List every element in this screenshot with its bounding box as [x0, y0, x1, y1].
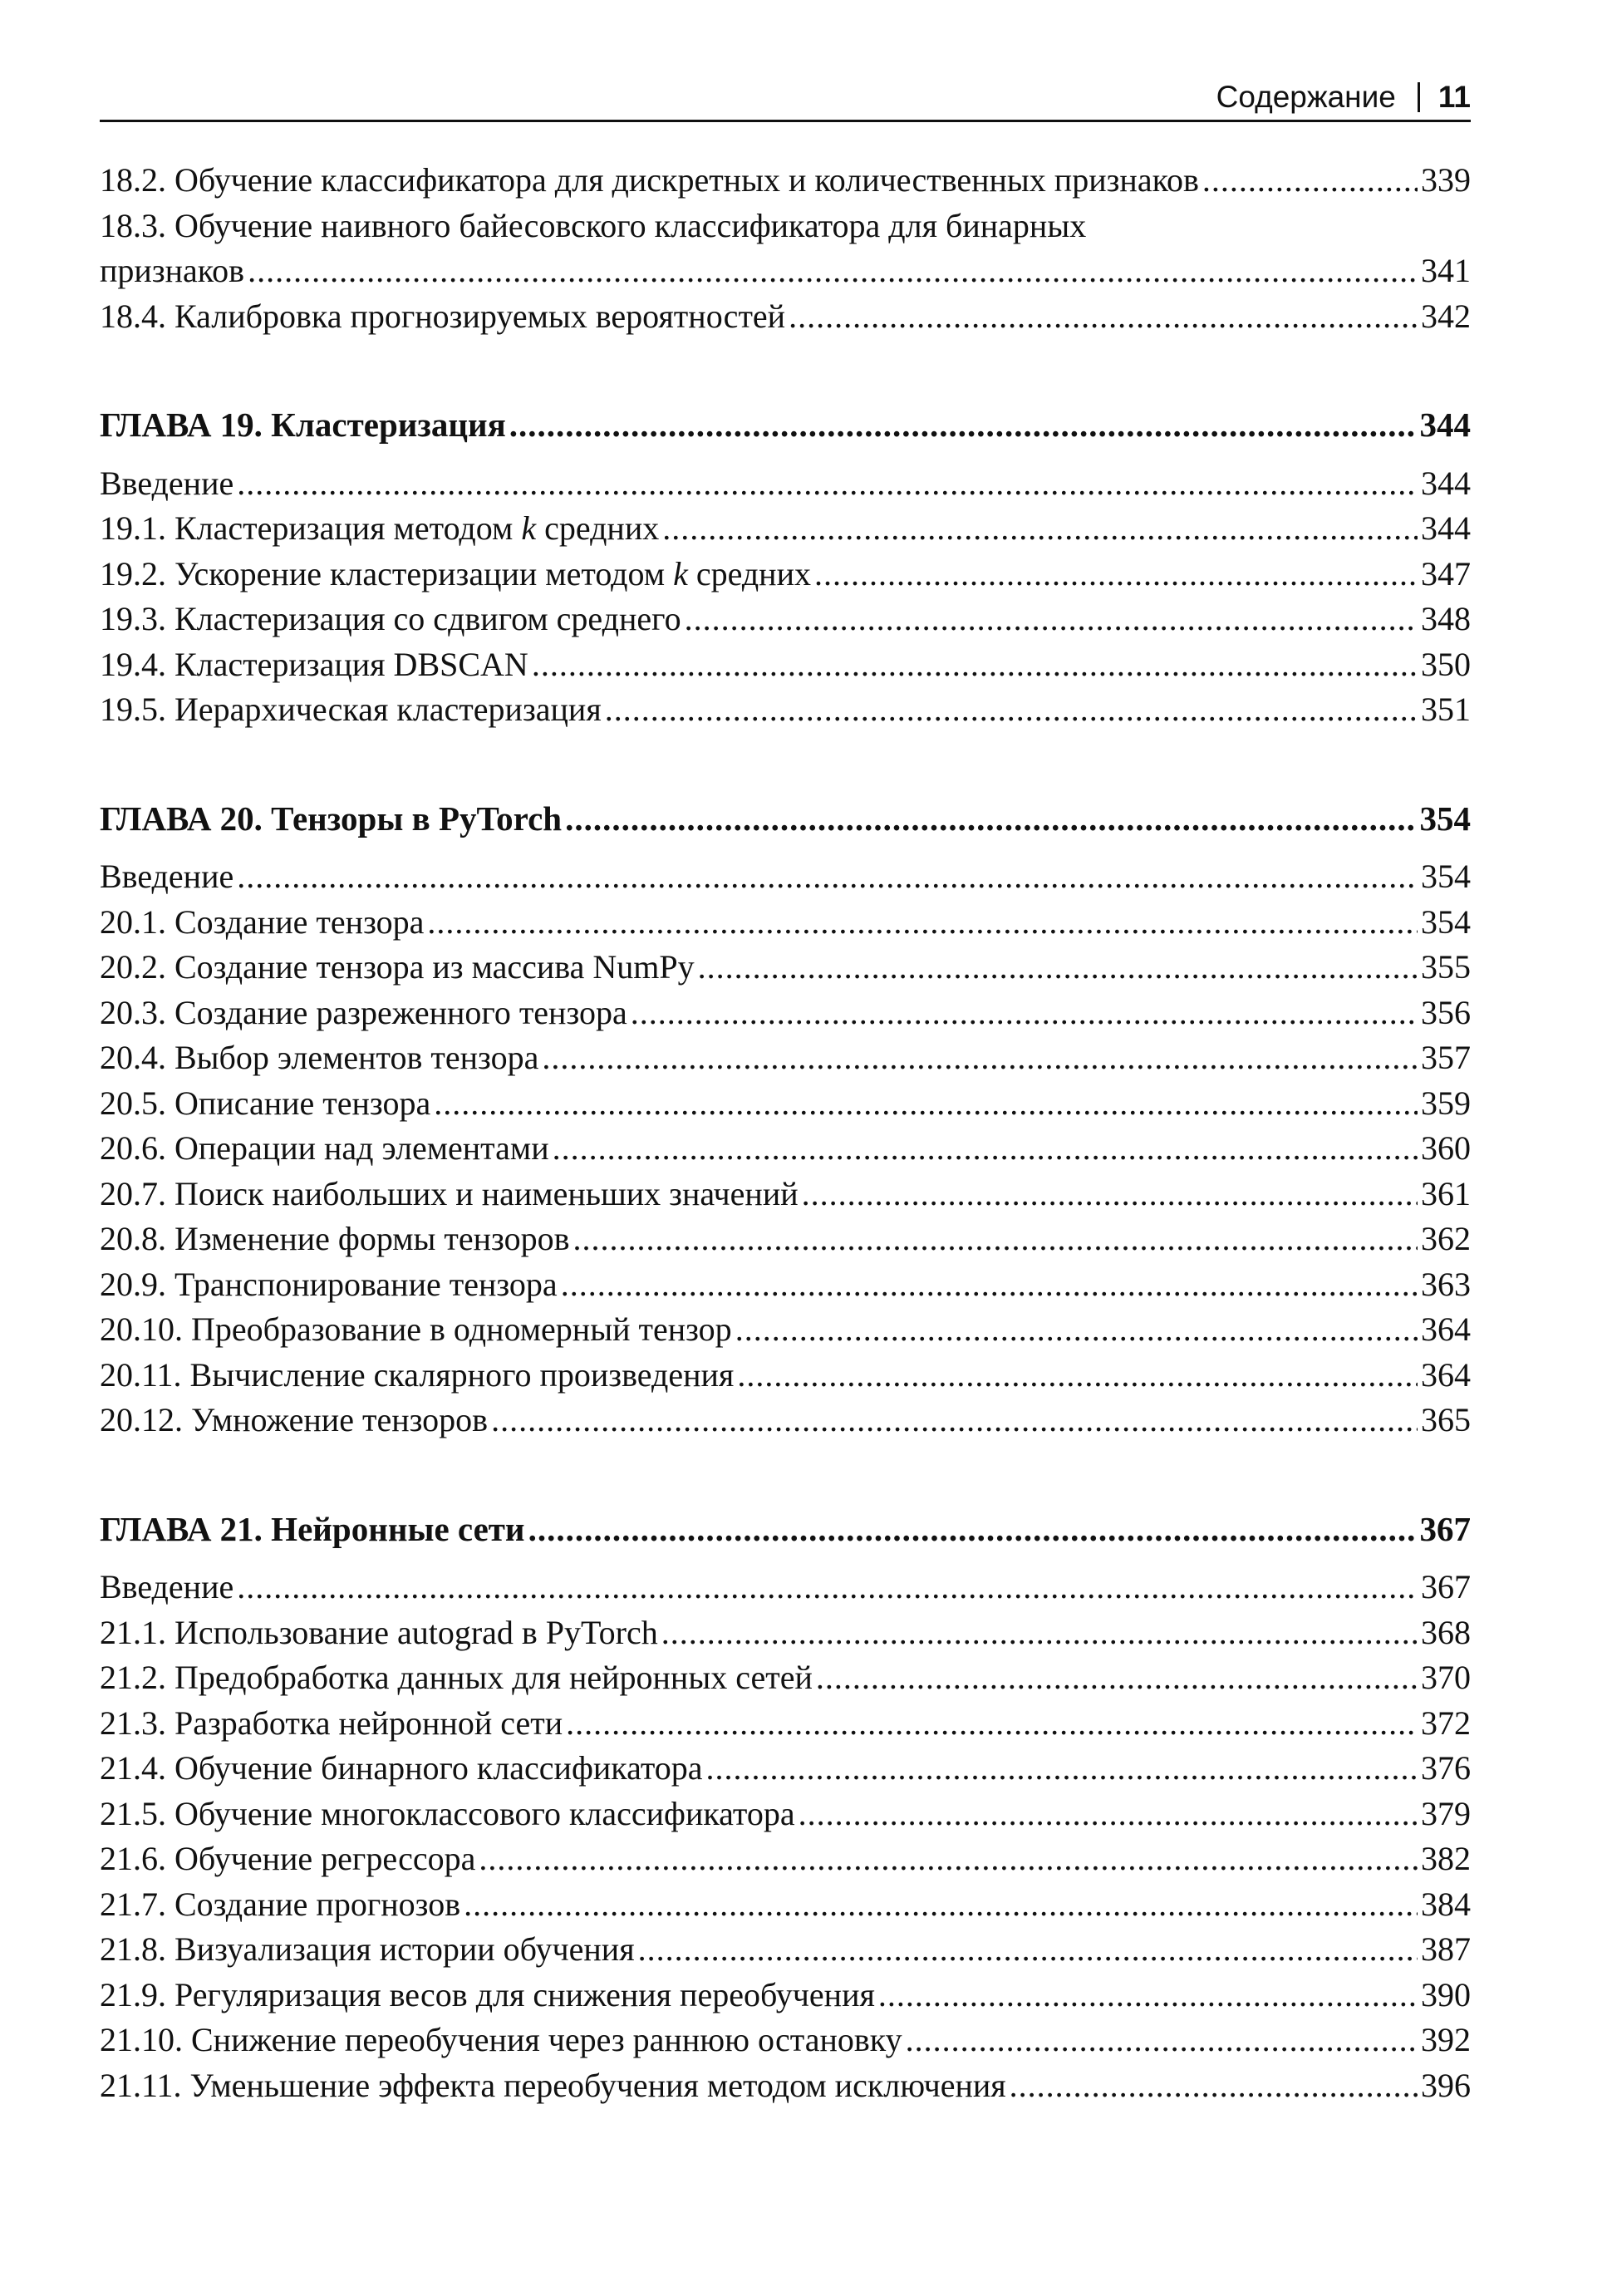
toc-leader-dots — [737, 1353, 1418, 1399]
toc-entry-title: 20.2. Создание тензора из массива NumPy — [100, 948, 695, 986]
toc-entry[interactable] — [100, 1746, 1471, 1792]
toc-entry-line2 — [100, 248, 1471, 294]
running-header — [100, 76, 1471, 122]
toc-chapter-page: 344 — [1419, 406, 1471, 444]
toc-entry-title: 21.7. Создание прогнозов — [100, 1885, 461, 1923]
toc-entry-title: 20.12. Умножение тензоров — [100, 1401, 489, 1438]
toc-entry-title: 19.1. Кластеризация методом k средних — [100, 509, 660, 547]
toc-entry[interactable] — [100, 552, 1471, 597]
toc-entry[interactable] — [100, 1565, 1471, 1610]
toc-leader-dots — [479, 1836, 1418, 1882]
toc-entry[interactable] — [100, 597, 1471, 642]
toc-entry[interactable] — [100, 991, 1471, 1036]
toc-leader-dots — [491, 1398, 1418, 1443]
toc-leader-dots — [561, 1262, 1418, 1308]
toc-entry-title: 21.5. Обучение многоклассового классификатора — [100, 1794, 795, 1832]
toc-leader-dots — [735, 1307, 1418, 1353]
toc-leader-dots — [685, 597, 1418, 642]
toc-entry-page: 339 — [1421, 161, 1471, 199]
toc-entry-title: Введение — [100, 1568, 234, 1605]
header-section-title: Содержание — [1216, 80, 1396, 114]
toc-chapter-page: 367 — [1419, 1509, 1471, 1548]
toc-chapter-20 — [100, 796, 1471, 1443]
toc-entry-page: 341 — [1421, 252, 1471, 289]
toc-entry-title: 20.9. Транспонирование тензора — [100, 1265, 558, 1303]
toc-entry[interactable] — [100, 294, 1471, 340]
toc-entry-page: 354 — [1421, 902, 1471, 941]
toc-entry-title: Введение — [100, 464, 234, 502]
toc-entry-title: 19.2. Ускорение кластеризации методом k средних — [100, 554, 811, 592]
toc-entry-title: 19.3. Кластеризация со сдвигом среднего — [100, 600, 681, 637]
toc-entry[interactable] — [100, 2018, 1471, 2063]
toc-group-ch18-tail — [100, 158, 1471, 339]
toc-entry-page: 360 — [1421, 1129, 1471, 1167]
toc-entry-page: 362 — [1421, 1220, 1471, 1257]
toc-leader-dots — [237, 461, 1418, 507]
toc-entry-page: 356 — [1421, 993, 1471, 1031]
toc-entry-page: 347 — [1421, 554, 1471, 592]
toc-entry-page: 342 — [1421, 297, 1471, 335]
toc-leader-dots — [464, 1882, 1418, 1928]
toc-chapter-page: 354 — [1419, 799, 1471, 838]
toc-entry-title-line1: 18.3. Обучение наивного байесовского классификатора для бинарных — [100, 206, 1087, 244]
toc-entry-page: 354 — [1421, 858, 1471, 895]
toc-leader-dots — [799, 1792, 1418, 1837]
toc-entry[interactable] — [100, 1792, 1471, 1837]
toc-leader-dots — [1202, 158, 1418, 204]
header-inner — [1216, 80, 1471, 115]
toc-entry[interactable] — [100, 1217, 1471, 1262]
toc-entry[interactable] — [100, 506, 1471, 552]
math-variable-k: k — [521, 509, 537, 547]
toc-entry-title: 21.6. Обучение регрессора — [100, 1840, 476, 1877]
toc-entry-title: 21.3. Разработка нейронной сети — [100, 1704, 563, 1742]
header-separator — [1418, 82, 1420, 112]
toc-entry-title-line2: признаков — [100, 252, 245, 289]
toc-leader-dots — [237, 1565, 1418, 1610]
toc-leader-dots — [698, 945, 1418, 991]
toc-entry-page: 350 — [1421, 645, 1471, 683]
toc-entry[interactable] — [100, 687, 1471, 733]
toc-entry-title: 20.8. Изменение формы тензоров — [100, 1220, 570, 1257]
toc-entry[interactable] — [100, 854, 1471, 900]
toc-entry-title: 21.8. Визуализация истории обучения — [100, 1930, 635, 1968]
toc-leader-dots — [553, 1126, 1418, 1172]
toc-entry-title: 19.4. Кластеризация DBSCAN — [100, 645, 528, 683]
toc-entry[interactable] — [100, 1307, 1471, 1353]
toc-entry-title: 20.1. Создание тензора — [100, 902, 425, 941]
toc-chapter-title: ГЛАВА 21. Нейронные сети — [100, 1509, 525, 1548]
toc-entry-page: 344 — [1421, 464, 1471, 502]
toc-entry[interactable] — [100, 1398, 1471, 1443]
toc-entry-page: 396 — [1421, 2066, 1471, 2104]
toc-entry[interactable] — [100, 1973, 1471, 2018]
toc-entry-page: 364 — [1421, 1355, 1471, 1394]
toc-entry-title: 21.11. Уменьшение эффекта переобучения методом исключения — [100, 2066, 1006, 2104]
toc-entry-page: 390 — [1421, 1975, 1471, 2013]
toc-entry-page: 351 — [1421, 691, 1471, 728]
toc-entry[interactable] — [100, 1262, 1471, 1308]
toc-entry[interactable] — [100, 1610, 1471, 1656]
toc-entry-page: 359 — [1421, 1084, 1471, 1122]
header-page-number: 11 — [1437, 80, 1471, 114]
toc-entry-page: 387 — [1421, 1930, 1471, 1968]
toc-entry[interactable] — [100, 1081, 1471, 1127]
toc-chapter-heading[interactable] — [100, 796, 1471, 842]
toc-entry-page: 382 — [1421, 1840, 1471, 1877]
toc-leader-dots — [573, 1217, 1418, 1262]
toc-entry-page: 376 — [1421, 1749, 1471, 1787]
toc-leader-dots — [566, 1701, 1418, 1747]
toc-entry-page: 344 — [1421, 509, 1471, 547]
toc-entry-page: 357 — [1421, 1039, 1471, 1076]
toc-entry-page: 363 — [1421, 1265, 1471, 1303]
toc-entry-title: 20.10. Преобразование в одномерный тензор — [100, 1310, 732, 1348]
toc-entry-page: 364 — [1421, 1310, 1471, 1348]
toc-entry[interactable] — [100, 642, 1471, 688]
toc-entry[interactable] — [100, 1353, 1471, 1399]
toc-entry[interactable] — [100, 1701, 1471, 1747]
toc-entry-title: 21.2. Предобработка данных для нейронных сетей — [100, 1659, 813, 1696]
toc-chapter-21 — [100, 1507, 1471, 2109]
toc-leader-dots — [248, 248, 1418, 294]
toc-leader-dots — [605, 687, 1418, 733]
toc-leader-dots — [237, 854, 1418, 900]
toc-entry-title: 18.4. Калибровка прогнозируемых вероятностей — [100, 297, 786, 335]
toc-entry-title: 20.3. Создание разреженного тензора — [100, 993, 627, 1031]
toc-leader-dots — [542, 1035, 1418, 1081]
toc-entry[interactable] — [100, 158, 1471, 204]
toc-leader-dots — [638, 1927, 1418, 1973]
toc-chapter-title: ГЛАВА 20. Тензоры в PyTorch — [100, 799, 563, 838]
toc-leader-dots — [706, 1746, 1418, 1792]
toc-entry-title: 21.9. Регуляризация весов для снижения переобучения — [100, 1975, 875, 2013]
toc-leader-dots — [565, 796, 1416, 842]
toc-entry-page: 372 — [1421, 1704, 1471, 1742]
toc-entry[interactable] — [100, 1882, 1471, 1928]
toc-entry[interactable] — [100, 1927, 1471, 1973]
toc-chapter-heading[interactable] — [100, 402, 1471, 448]
toc-entry[interactable] — [100, 900, 1471, 946]
toc-entry-page: 370 — [1421, 1659, 1471, 1696]
toc-leader-dots — [631, 991, 1418, 1036]
toc-chapter-title: ГЛАВА 19. Кластеризация — [100, 406, 506, 444]
toc-leader-dots — [434, 1081, 1418, 1127]
toc-entry-page: 384 — [1421, 1885, 1471, 1923]
toc-leader-dots — [532, 642, 1418, 688]
toc-leader-dots — [528, 1507, 1417, 1552]
toc-leader-dots — [816, 1655, 1418, 1701]
toc-entry-title: 21.1. Использование autograd в PyTorch — [100, 1613, 658, 1651]
toc-entry-title: 20.5. Описание тензора — [100, 1084, 431, 1122]
toc-entry[interactable] — [100, 1836, 1471, 1882]
toc-leader-dots — [1010, 2063, 1418, 2109]
toc-entry-title: 21.10. Снижение переобучения через раннюю остановку — [100, 2021, 902, 2058]
toc-entry[interactable] — [100, 461, 1471, 507]
toc-entry[interactable] — [100, 1035, 1471, 1081]
math-variable-k: k — [673, 554, 688, 592]
toc-leader-dots — [906, 2018, 1418, 2063]
toc-entry[interactable] — [100, 1655, 1471, 1701]
toc-leader-dots — [814, 552, 1418, 597]
toc-leader-dots — [878, 1973, 1418, 2018]
toc-entry-title: 20.6. Операции над элементами — [100, 1129, 549, 1167]
toc-entry-title: 20.4. Выбор элементов тензора — [100, 1039, 539, 1076]
toc-leader-dots — [789, 294, 1418, 340]
toc-entry-page: 365 — [1421, 1401, 1471, 1438]
toc-leader-dots — [662, 506, 1418, 552]
toc-entry-title: 18.2. Обучение классификатора для дискретных и количественных признаков — [100, 161, 1199, 199]
toc-entry-title: 20.7. Поиск наибольших и наименьших значений — [100, 1174, 799, 1212]
toc-entry-page: 379 — [1421, 1794, 1471, 1832]
toc-entry-title: 20.11. Вычисление скалярного произведения — [100, 1355, 735, 1394]
toc-entry-page: 348 — [1421, 600, 1471, 637]
toc-entry[interactable] — [100, 1172, 1471, 1217]
toc-leader-dots — [661, 1610, 1418, 1656]
toc-chapter-19 — [100, 402, 1471, 733]
table-of-contents — [100, 158, 1471, 2108]
toc-entry-page: 355 — [1421, 948, 1471, 986]
toc-leader-dots — [509, 402, 1417, 448]
toc-entry-wrapped[interactable] — [100, 204, 1471, 294]
toc-leader-dots — [427, 900, 1418, 946]
toc-entry-page: 361 — [1421, 1174, 1471, 1212]
toc-entry[interactable] — [100, 1126, 1471, 1172]
toc-entry-page: 392 — [1421, 2021, 1471, 2058]
toc-entry[interactable] — [100, 2063, 1471, 2109]
toc-entry-title: Введение — [100, 858, 234, 895]
toc-entry-title: 19.5. Иерархическая кластеризация — [100, 691, 602, 728]
toc-chapter-heading[interactable] — [100, 1507, 1471, 1552]
toc-entry[interactable] — [100, 945, 1471, 991]
toc-leader-dots — [802, 1172, 1418, 1217]
toc-entry-page: 367 — [1421, 1568, 1471, 1605]
toc-entry-page: 368 — [1421, 1613, 1471, 1651]
toc-entry-title: 21.4. Обучение бинарного классификатора — [100, 1749, 703, 1787]
